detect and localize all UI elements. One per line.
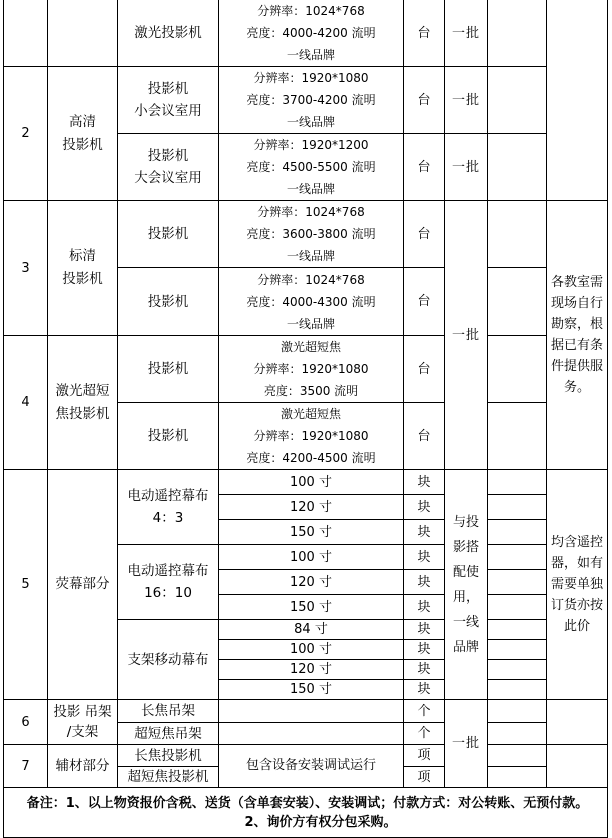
qty-cell — [445, 470, 488, 700]
spec-cell: 包含设备安装调试运行 — [219, 745, 404, 788]
blank-cell — [488, 201, 547, 268]
size-cell: 100 寸 — [219, 470, 404, 495]
size-cell: 120 寸 — [219, 495, 404, 520]
unit-cell: 块 — [404, 595, 445, 620]
unit-cell: 块 — [404, 570, 445, 595]
device-cell: 投影机 — [118, 403, 219, 470]
remark-cell — [547, 0, 608, 201]
remark-cell — [547, 745, 608, 788]
size-cell: 84 寸 — [219, 620, 404, 640]
procurement-table — [3, 0, 608, 838]
remark-cell — [547, 700, 608, 745]
blank-cell — [488, 336, 547, 403]
device-cell: 支架移动幕布 — [118, 620, 219, 700]
row-no-cell: 5 — [4, 470, 48, 700]
unit-cell: 块 — [404, 520, 445, 545]
size-cell: 150 寸 — [219, 680, 404, 700]
size-cell: 120 寸 — [219, 660, 404, 680]
device-cell: 投影机 — [118, 336, 219, 403]
device-cell: 投影机 大会议室用 — [118, 134, 219, 201]
blank-cell — [488, 495, 547, 520]
category-cell: 高清 投影机 — [48, 67, 118, 201]
size-cell: 150 寸 — [219, 520, 404, 545]
blank-cell — [488, 745, 547, 767]
spec-cell: 激光超短焦 分辨率：1920*1080 亮度：3500 流明 — [219, 336, 404, 403]
unit-cell: 台 — [404, 67, 445, 134]
spec-cell: 激光超短焦 分辨率：1920*1080 亮度：4200-4500 流明 — [219, 403, 404, 470]
spec-cell — [219, 700, 404, 723]
category-cell: 荧幕部分 — [48, 470, 118, 700]
category-cell: 投影 吊架 /支架 — [48, 700, 118, 745]
spec-cell: 分辨率：1024*768 亮度：3600-3800 流明 一线品牌 — [219, 201, 404, 268]
unit-cell: 项 — [404, 745, 445, 767]
blank-cell — [488, 67, 547, 134]
blank-cell — [488, 595, 547, 620]
device-cell: 超短焦投影机 — [118, 767, 219, 788]
blank-cell — [488, 470, 547, 495]
blank-cell — [488, 545, 547, 570]
footer-note-line-1: 备注：1、以上物资报价含税、送货（含单套安装）、安装调试；付款方式：对公转账、无预付款。 — [26, 795, 589, 811]
size-cell: 100 寸 — [219, 545, 404, 570]
blank-cell — [488, 723, 547, 745]
blank-cell — [488, 0, 547, 67]
qty-cell: 一批 — [445, 67, 488, 134]
spec-cell — [219, 723, 404, 745]
device-cell: 电动遥控幕布 4：3 — [118, 470, 219, 545]
category-cell: 辅材部分 — [48, 745, 118, 788]
spec-cell: 分辨率：1024*768 亮度：4000-4300 流明 一线品牌 — [219, 268, 404, 336]
size-cell: 100 寸 — [219, 640, 404, 660]
unit-cell: 台 — [404, 134, 445, 201]
unit-cell: 个 — [404, 700, 445, 723]
footer-notes-cell — [4, 788, 608, 838]
row-no-cell: 2 — [4, 67, 48, 201]
unit-cell: 台 — [404, 403, 445, 470]
qty-cell: 一批 — [445, 201, 488, 470]
device-cell: 长焦投影机 — [118, 745, 219, 767]
unit-cell: 块 — [404, 495, 445, 520]
blank-cell — [488, 700, 547, 723]
blank-cell — [488, 620, 547, 640]
unit-cell: 个 — [404, 723, 445, 745]
row-no-cell: 4 — [4, 336, 48, 470]
blank-cell — [488, 640, 547, 660]
blank-cell — [488, 680, 547, 700]
qty-cell: 一批 — [445, 700, 488, 788]
size-cell: 120 寸 — [219, 570, 404, 595]
unit-cell: 台 — [404, 336, 445, 403]
device-cell: 投影机 小会议室用 — [118, 67, 219, 134]
unit-cell: 块 — [404, 620, 445, 640]
spec-cell: 分辨率：1920*1200 亮度：4500-5500 流明 一线品牌 — [219, 134, 404, 201]
unit-cell: 块 — [404, 545, 445, 570]
category-cell: 激光超短 焦投影机 — [48, 336, 118, 470]
size-cell: 150 寸 — [219, 595, 404, 620]
unit-cell: 台 — [404, 0, 445, 67]
spec-cell: 分辨率：1920*1080 亮度：3700-4200 流明 一线品牌 — [219, 67, 404, 134]
unit-cell: 块 — [404, 680, 445, 700]
device-cell: 电动遥控幕布 16：10 — [118, 545, 219, 620]
unit-cell: 块 — [404, 660, 445, 680]
blank-cell — [488, 134, 547, 201]
qty-vertical-text: 与投影搭配使用，一线品牌 — [452, 514, 479, 655]
device-cell: 投影机 — [118, 201, 219, 268]
row-no-cell: 7 — [4, 745, 48, 788]
device-name: 激光投影机 — [134, 25, 202, 41]
qty-cell: 一批 — [445, 134, 488, 201]
blank-cell — [488, 660, 547, 680]
remark-text: 均含遥控器，如有需要单独订货亦按此价 — [550, 535, 603, 634]
row-no-cell: 6 — [4, 700, 48, 745]
unit-cell: 台 — [404, 201, 445, 268]
row-no-cell: 3 — [4, 201, 48, 336]
device-cell: 长焦吊架 — [118, 700, 219, 723]
device-cell: 超短焦吊架 — [118, 723, 219, 745]
device-cell — [118, 0, 219, 67]
remark-cell — [547, 201, 608, 470]
blank-cell — [488, 268, 547, 336]
footer-note-line-2: 2、询价方有权分包采购。 — [244, 814, 397, 830]
remark-cell — [547, 470, 608, 700]
row-no-cell — [4, 0, 48, 67]
blank-cell — [488, 767, 547, 788]
blank-cell — [488, 570, 547, 595]
category-cell: 标清 投影机 — [48, 201, 118, 336]
unit-cell: 块 — [404, 470, 445, 495]
spec-cell: 分辨率：1024*768 亮度：4000-4200 流明 一线品牌 — [219, 0, 404, 67]
category-cell — [48, 0, 118, 67]
remark-text: 各教室需现场自行勘察，根据已有条件提供服务。 — [550, 275, 603, 395]
qty-cell: 一批 — [445, 0, 488, 67]
blank-cell — [488, 520, 547, 545]
blank-cell — [488, 403, 547, 470]
unit-cell: 台 — [404, 268, 445, 336]
device-cell: 投影机 — [118, 268, 219, 336]
unit-cell: 块 — [404, 640, 445, 660]
unit-cell: 项 — [404, 767, 445, 788]
